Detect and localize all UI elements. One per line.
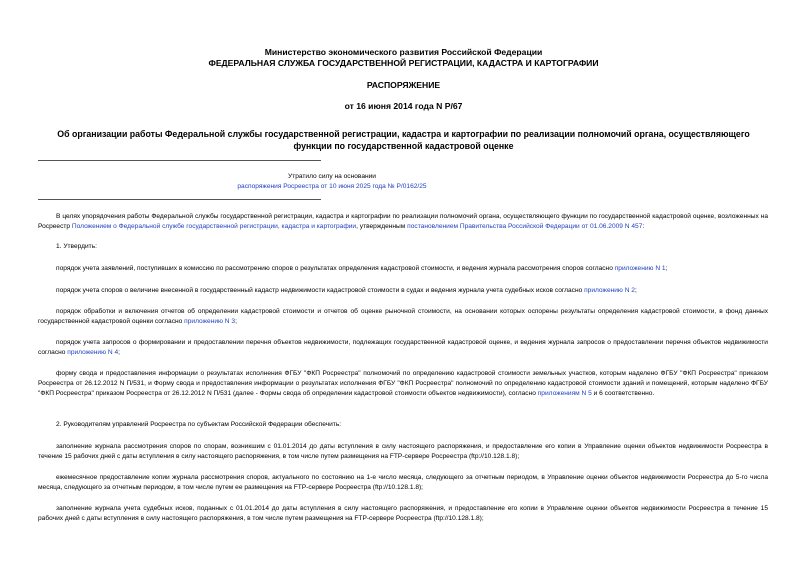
intro-text-3: : <box>642 223 645 230</box>
section-2-item-2: ежемесячное предоставление копии журнала рассмотрения споров, актуального по состоянию на 1-е число месяца, следующего за отчетным периодом, в Управление оценки объектов недвижимости Росреестра до 5-го числа месяца, следующего за отчетным периодом, в том числе путем ее размещения на FTP-сервере Росреестра (ftp://10.128.1.8); <box>38 474 768 491</box>
section-1-item-4 <box>38 338 768 358</box>
section-2-item-3: заполнение журнала учета судебных исков, поданных с 01.01.2014 до даты вступления в силу настоящего распоряжения, и предоставление его копии в Управление оценки объектов недвижимости Росреестра в течение 15 рабочих дней с даты вступления в силу настоящего распоряжения, в том числе путем размещения на FTP-сервере Росреестра (ftp://10.128.1.8); <box>38 505 768 522</box>
section-2-heading: 2. Руководителям управлений Росреестра по субъектам Российской Федерации обеспечить: <box>56 421 342 428</box>
section-1-item-2 <box>38 286 768 296</box>
item-text: порядок учета споров о величине внесенной в государственный кадастр недвижимости кадастровой стоимости в судах и ведения журнала учета судебных исков согласно <box>56 287 585 294</box>
item-end: ; <box>634 287 637 294</box>
status-note-text: Утратило силу на основании <box>288 173 376 180</box>
ministry-name: Министерство экономического развития Российской Федерации <box>264 47 543 57</box>
repeal-order-link[interactable]: распоряжения Росреестра от 10 июня 2025 года № Р/0162/25 <box>237 183 427 190</box>
government-decree-link[interactable]: постановлением Правительства Российской Федерации от 01.06.2009 N 457 <box>407 223 643 230</box>
appendix-3-link[interactable]: приложению N 3 <box>184 318 236 325</box>
appendix-2-link[interactable]: приложению N 2 <box>584 287 635 294</box>
intro-text-1: В целях упорядочения работы Федеральной службы государственной регистрации, кадастра и картографии по реализации полномочий органа, осуществляющего функции по государственной кадастровой оценке, возложенных на Росреестр <box>38 213 768 230</box>
item-end: ; <box>665 265 668 272</box>
section-1-item-1 <box>38 264 768 274</box>
item-end: ; <box>118 349 120 356</box>
section-1-item-5 <box>38 369 768 399</box>
service-name: ФЕДЕРАЛЬНАЯ СЛУЖБА ГОСУДАРСТВЕННОЙ РЕГИСТРАЦИИ, КАДАСТРА И КАРТОГРАФИИ <box>208 58 599 68</box>
section-1-item-3 <box>38 307 768 327</box>
appendix-1-link[interactable]: приложению N 1 <box>614 265 666 272</box>
item-text: порядок учета заявлений, поступивших в комиссию по рассмотрению споров о результатах определения кадастровой стоимости, и ведения журнала рассмотрения споров согласно <box>56 265 615 272</box>
document-type: РАСПОРЯЖЕНИЕ <box>366 80 441 90</box>
item-end: ; <box>235 318 237 325</box>
section-1-heading: 1. Утвердить: <box>56 243 97 250</box>
item-end: и 6 соответственно. <box>591 390 655 397</box>
document-title <box>36 128 771 152</box>
intro-paragraph <box>38 212 768 232</box>
item-text: порядок обработки и включения отчетов об определении кадастровой стоимости и отчетов об оценке рыночной стоимости, на основании которых оспорены результаты определения кадастровой стоимости, в фонд данных государственной кадастровой оценки согласно <box>38 308 768 325</box>
title-line-2: функции по государственной кадастровой оценке <box>293 141 514 151</box>
status-note <box>180 172 484 192</box>
intro-text-2: , утвержденным <box>356 223 408 230</box>
appendix-5-link[interactable]: приложениям N 5 <box>537 390 592 397</box>
item-text: форму свода и предоставления информации о результатах исполнения ФГБУ "ФКП Росреестра" полномочий по определению кадастровой стоимости земельных участков, которым наделено ФГБУ "ФКП Росреестра" приказом Росреестра от 26.12.2012 N П/531, и Форму свода и предоставления информации о результатах исполнения ФГБУ "ФКП Росреестра" полномочий по определению кадастровой стоимости зданий и помещений, которым наделено ФГБУ "ФКП Росреестра" приказом Росреестра от 26.12.2012 N П/531 (далее - Формы свода об определении кадастровой стоимости объектов недвижимости), согласно <box>38 370 768 397</box>
divider-top <box>38 160 321 161</box>
document-date-number: от 16 июня 2014 года N Р/67 <box>344 101 463 111</box>
divider-bottom <box>38 199 321 200</box>
appendix-4-link[interactable]: приложению N 4 <box>67 349 119 356</box>
section-2-item-1: заполнение журнала рассмотрения споров по спорам, возникшим с 01.01.2014 до даты вступления в силу настоящего распоряжения, и предоставление его копии в Управление оценки объектов недвижимости Росреестра в течение 15 рабочих дней с даты вступления в силу настоящего распоряжения, в том числе путем размещения на FTP-сервере Росреестра (ftp://10.128.1.8); <box>38 443 768 460</box>
regulation-link[interactable]: Положением о Федеральной службе государственной регистрации, кадастра и картографии <box>71 223 357 230</box>
item-text: порядок учета запросов о формировании и предоставлении перечня объектов недвижимости, подлежащих государственной кадастровой оценке, и ведения журнала запросов о предоставлении перечня объектов недвижимости согласно <box>38 339 768 356</box>
title-line-1: Об организации работы Федеральной службы государственной регистрации, кадастра и картографии по реализации полномочий органа, осуществляющего <box>57 129 750 139</box>
